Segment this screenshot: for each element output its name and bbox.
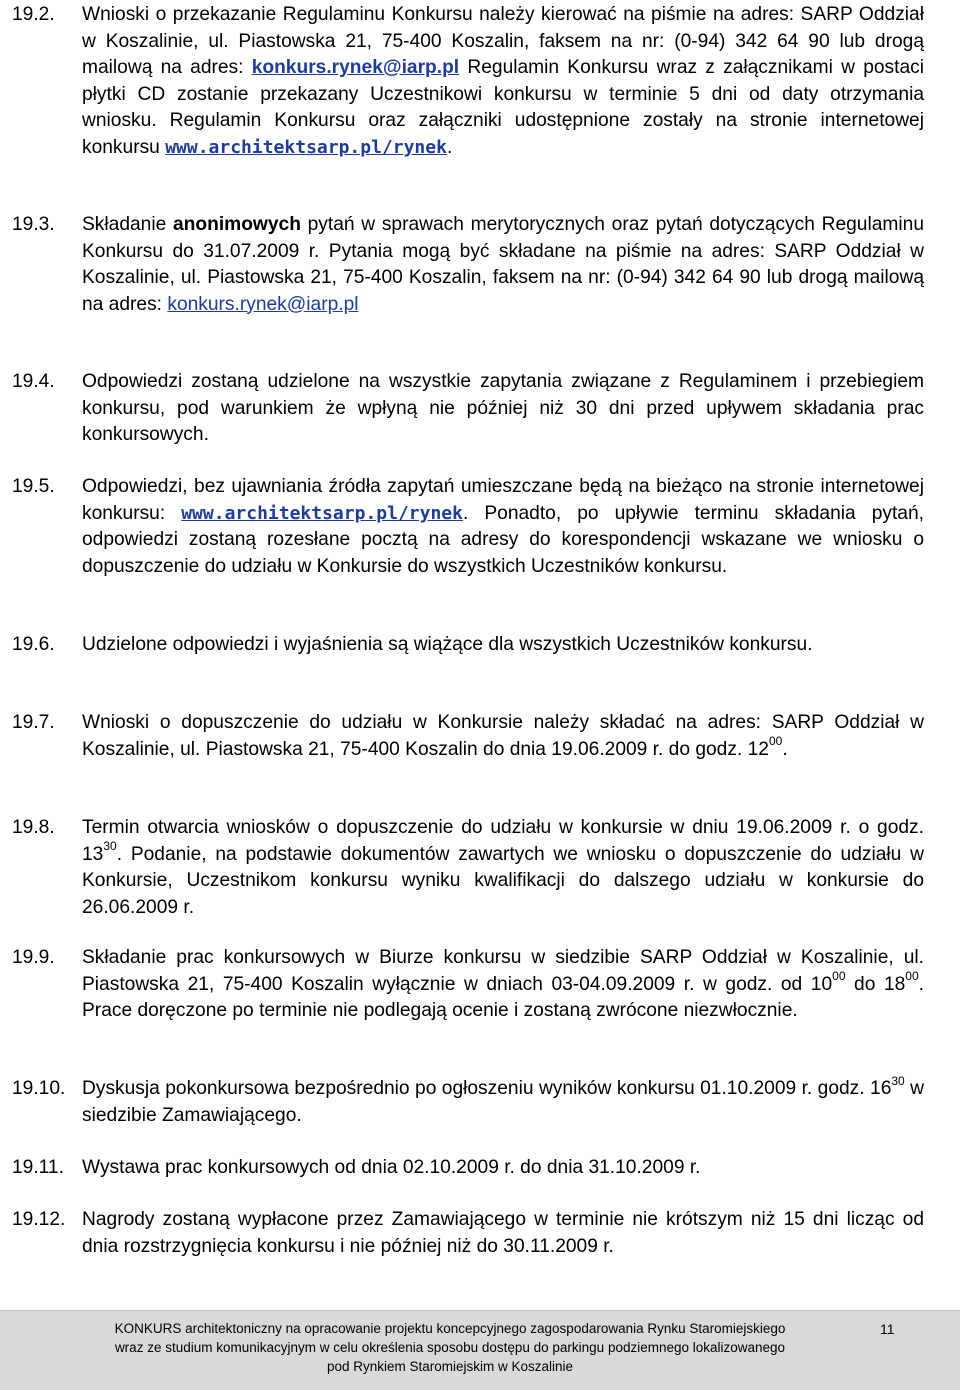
section-body: Dyskusja pokonkursowa bezpośrednio po ogłoszeniu wyników konkursu 01.10.2009 r. godz. $16^{30}$ w siedzibie Zamawiającego. xyxy=(82,1073,925,1126)
section-19-2 xyxy=(12,2,924,161)
section-19-11 xyxy=(12,1155,924,1182)
section-19-6 xyxy=(12,632,924,659)
section-body: Nagrody zostaną wypłacone przez Zamawiającego w terminie nie krótszym niż 15 dni licząc od dnia rozstrzygnięcia konkursu i nie później niż do 30.11.2009 r. xyxy=(82,1209,924,1257)
section-body: Wnioski o dopuszczenie do udziału w Konkursie należy składać na adres: SARP Oddział w Koszalinie, ul. Piastowska 21, 75-400 Koszalin do dnia 19.06.2009 r. do godz. $12^{00}$. xyxy=(82,712,924,760)
section-19-8 xyxy=(12,815,924,921)
section-19-4 xyxy=(12,369,924,449)
email-link[interactable]: konkurs.rynek@iarp.pl xyxy=(251,57,460,78)
emphasis-text: anonimowych xyxy=(172,214,301,235)
email-link[interactable]: konkurs.rynek@iarp.pl xyxy=(167,293,359,315)
section-19-12 xyxy=(12,1207,924,1260)
page-number: 11 xyxy=(880,1321,895,1337)
section-number: 19.3. xyxy=(12,214,55,235)
section-19-10 xyxy=(12,1073,925,1129)
section-19-3 xyxy=(12,212,924,318)
website-link[interactable]: www.architektsarp.pl/rynek xyxy=(165,136,447,158)
section-number: 19.8. xyxy=(12,817,55,838)
section-body: Udzielone odpowiedzi i wyjaśnienia są wiążące dla wszystkich Uczestników konkursu. xyxy=(82,634,813,655)
section-19-5 xyxy=(12,474,924,580)
section-number: 19.6. xyxy=(12,634,55,655)
section-body: Wystawa prac konkursowych od dnia 02.10.2009 r. do dnia 31.10.2009 r. xyxy=(82,1157,701,1178)
section-number: 19.4. xyxy=(12,371,55,392)
section-body: Wnioski o przekazanie Regulaminu Konkursu należy kierować na piśmie na adres: SARP Oddział w Koszalinie, ul. Piastowska 21, 75-400 Koszalin, faksem na nr: (0-94) 342 64 90 lub drogą mailową na adres: konkurs.rynek@iarp.pl Regulamin Konkursu wraz z załącznikami w postaci płytki CD zostanie przekazany Uczestnikowi konkursu w terminie 5 dni od daty otrzymania wniosku. Regulamin Konkursu oraz załączniki udostępnione zostały na stronie internetowej konkursu www.architektsarp.pl/rynek. xyxy=(82,4,924,158)
section-number: 19.11. xyxy=(12,1157,64,1178)
section-number: 19.9. xyxy=(12,947,55,968)
footer-text: KONKURS architektoniczny na opracowanie projektu koncepcyjnego zagospodarowania Rynku Staromiejskiego wraz ze studium komunikacyjnym w celu określenia sposobu dostępu do parkingu podziemnego lokalizowanego pod Rynkiem Staromiejskim w Koszalinie xyxy=(114,1321,786,1374)
section-body: Składanie anonimowych pytań w sprawach merytorycznych oraz pytań dotyczących Regulaminu Konkursu do 31.07.2009 r. Pytania mogą być składane na piśmie na adres: SARP Oddział w Koszalinie, ul. Piastowska 21, 75-400 Koszalin, faksem na nr: (0-94) 342 64 90 lub drogą mailową na adres: konkurs.rynek@iarp.pl xyxy=(82,214,925,315)
section-number: 19.7. xyxy=(12,712,55,733)
section-body: Termin otwarcia wniosków o dopuszczenie do udziału w konkursie w dniu 19.06.2009 r. o godz. $13^{30}$. Podanie, na podstawie dokumentów zawartych we wniosku o dopuszczenie do udziału w Konkursie, Uczestnikom konkursu wyniku kwalifikacji do dalszego udziału w konkursie do 26.06.2009 r. xyxy=(82,817,924,918)
section-body: Składanie prac konkursowych w Biurze konkursu w siedzibie SARP Oddział w Koszalinie, ul. Piastowska 21, 75-400 Koszalin wyłącznie w dniach 03-04.09.2009 r. w godz. od $10^{00}$ do $18^{00}$. Prace doręczone po terminie nie podlegają ocenie i zostaną zwrócone niezwłocznie. xyxy=(82,947,924,1021)
section-body: Odpowiedzi, bez ujawniania źródła zapytań umieszczane będą na bieżąco na stronie internetowej konkursu: www.architektsarp.pl/rynek. Ponadto, po upływie terminu składania pytań, odpowiedzi zostaną rozesłane pocztą na adresy do korespondencji wskazane we wniosku o dopuszczenie do udziału w Konkursie do wszystkich Uczestników konkursu. xyxy=(82,476,924,577)
section-number: 19.12. xyxy=(12,1209,66,1230)
website-link[interactable]: www.architektsarp.pl/rynek xyxy=(181,502,463,524)
section-19-7 xyxy=(12,710,924,763)
section-19-9 xyxy=(12,945,924,1025)
section-number: 19.10. xyxy=(12,1078,66,1099)
section-body: Odpowiedzi zostaną udzielone na wszystkie zapytania związane z Regulaminem i przebiegiem konkursu, pod warunkiem że wpłyną nie później niż 30 dni przed upływem składania prac konkursowych. xyxy=(82,371,924,445)
section-number: 19.2. xyxy=(12,4,55,25)
section-number: 19.5. xyxy=(12,476,55,497)
page-footer xyxy=(0,1310,960,1390)
